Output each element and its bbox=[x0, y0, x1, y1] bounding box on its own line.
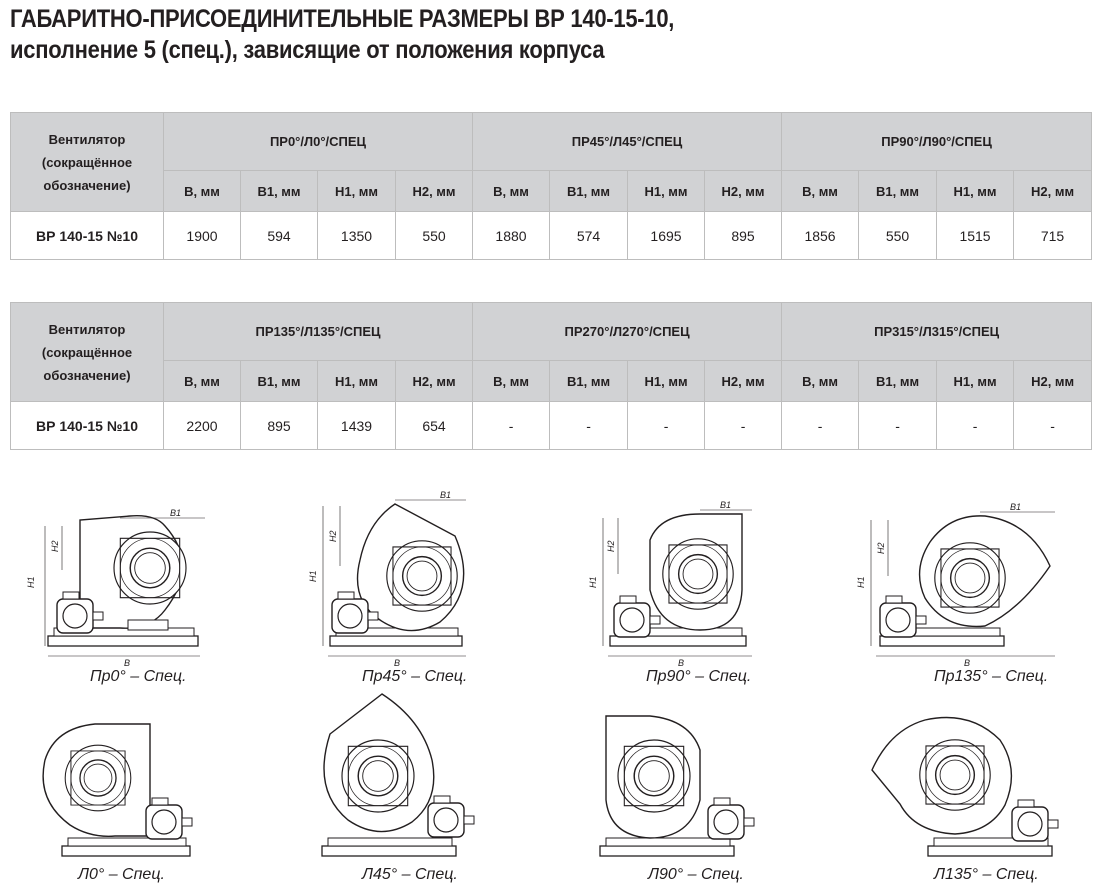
subheader-b: В, мм bbox=[473, 171, 550, 212]
drawing-l90 bbox=[600, 716, 754, 856]
dim-label-b1: B1 bbox=[1010, 502, 1022, 512]
group-header: ПР90°/Л90°/СПЕЦ bbox=[782, 113, 1092, 171]
subheader-h2: Н2, мм bbox=[1014, 361, 1092, 402]
value-cell: - bbox=[782, 402, 859, 450]
dim-label-h2: H2 bbox=[876, 542, 886, 554]
dim-label-h1: H1 bbox=[856, 576, 866, 588]
group-header: ПР0°/Л0°/СПЕЦ bbox=[164, 113, 473, 171]
subheader-h1: Н1, мм bbox=[628, 171, 705, 212]
group-header: ПР270°/Л270°/СПЕЦ bbox=[473, 303, 782, 361]
value-cell: 895 bbox=[241, 402, 318, 450]
drawing-l135 bbox=[872, 718, 1058, 857]
subheader-b: В, мм bbox=[164, 171, 241, 212]
fan-header-line: Вентилятор bbox=[48, 131, 126, 147]
dimensions-table-1 bbox=[10, 112, 1092, 260]
group-header: ПР135°/Л135°/СПЕЦ bbox=[164, 303, 473, 361]
value-cell: 594 bbox=[241, 212, 318, 260]
dim-label-b: B bbox=[678, 658, 685, 668]
dim-label-b1: B1 bbox=[170, 508, 182, 518]
dim-label-b1: B1 bbox=[440, 490, 452, 500]
drawing-pr45 bbox=[308, 490, 466, 668]
value-cell: - bbox=[473, 402, 550, 450]
title-line-1: ГАБАРИТНО-ПРИСОЕДИНИТЕЛЬНЫЕ РАЗМЕРЫ ВР 140-15-10, bbox=[10, 5, 675, 33]
drawing-pr0 bbox=[26, 508, 205, 668]
drawing-caption: Л90° – Спец. bbox=[648, 866, 744, 883]
subheader-b1: В1, мм bbox=[859, 171, 937, 212]
drawing-caption: Л0° – Спец. bbox=[78, 866, 165, 883]
fan-header-line: (сокращённое bbox=[41, 154, 133, 170]
subheader-b1: В1, мм bbox=[550, 361, 628, 402]
value-cell: - bbox=[859, 402, 937, 450]
subheader-b1: В1, мм bbox=[550, 171, 628, 212]
drawing-pr90 bbox=[588, 500, 752, 668]
subheader-b: В, мм bbox=[473, 361, 550, 402]
subheader-h2: Н2, мм bbox=[1014, 171, 1092, 212]
dim-label-h2: H2 bbox=[50, 540, 60, 552]
value-cell: 550 bbox=[859, 212, 937, 260]
dim-label-h2: H2 bbox=[606, 540, 616, 552]
value-cell: - bbox=[705, 402, 782, 450]
subheader-h2: Н2, мм bbox=[396, 171, 473, 212]
value-cell: - bbox=[1014, 402, 1092, 450]
value-cell: 1695 bbox=[628, 212, 705, 260]
drawing-l45 bbox=[322, 694, 474, 856]
value-cell: - bbox=[550, 402, 628, 450]
dim-label-h1: H1 bbox=[26, 576, 36, 588]
value-cell: 1900 bbox=[164, 212, 241, 260]
drawing-caption: Пр45° – Спец. bbox=[362, 668, 468, 685]
drawing-caption: Пр0° – Спец. bbox=[90, 668, 187, 685]
subheader-h1: Н1, мм bbox=[318, 361, 396, 402]
fan-header-line: обозначение) bbox=[43, 177, 131, 193]
dim-label-h1: H1 bbox=[588, 576, 598, 588]
dim-label-b: B bbox=[964, 658, 971, 668]
value-cell: 1515 bbox=[937, 212, 1014, 260]
subheader-h2: Н2, мм bbox=[705, 171, 782, 212]
table-row bbox=[11, 402, 1092, 450]
value-cell: 1880 bbox=[473, 212, 550, 260]
dim-label-h1: H1 bbox=[308, 570, 318, 582]
group-header: ПР315°/Л315°/СПЕЦ bbox=[782, 303, 1092, 361]
title-line-2: исполнение 5 (спец.), зависящие от положения корпуса bbox=[10, 36, 605, 64]
group-header: ПР45°/Л45°/СПЕЦ bbox=[473, 113, 782, 171]
page-title bbox=[10, 4, 674, 66]
fan-name-cell: ВР 140-15 №10 bbox=[11, 212, 164, 260]
subheader-h1: Н1, мм bbox=[318, 171, 396, 212]
fan-column-header bbox=[11, 113, 164, 212]
subheader-h2: Н2, мм bbox=[705, 361, 782, 402]
fan-column-header bbox=[11, 303, 164, 402]
subheader-b1: В1, мм bbox=[241, 361, 318, 402]
subheader-h1: Н1, мм bbox=[628, 361, 705, 402]
drawing-pr135 bbox=[856, 502, 1055, 668]
subheader-h1: Н1, мм bbox=[937, 361, 1014, 402]
fan-header-line: обозначение) bbox=[43, 367, 131, 383]
table-row bbox=[11, 212, 1092, 260]
subheader-b: В, мм bbox=[782, 171, 859, 212]
value-cell: 1350 bbox=[318, 212, 396, 260]
subheader-h1: Н1, мм bbox=[937, 171, 1014, 212]
value-cell: 1856 bbox=[782, 212, 859, 260]
drawing-caption: Пр90° – Спец. bbox=[646, 668, 752, 685]
fan-name-cell: ВР 140-15 №10 bbox=[11, 402, 164, 450]
subheader-b1: В1, мм bbox=[859, 361, 937, 402]
drawing-caption: Л135° – Спец. bbox=[934, 866, 1039, 883]
value-cell: 2200 bbox=[164, 402, 241, 450]
subheader-b: В, мм bbox=[164, 361, 241, 402]
value-cell: - bbox=[628, 402, 705, 450]
subheader-h2: Н2, мм bbox=[396, 361, 473, 402]
value-cell: 895 bbox=[705, 212, 782, 260]
dim-label-h2: H2 bbox=[328, 530, 338, 542]
value-cell: 715 bbox=[1014, 212, 1092, 260]
value-cell: 550 bbox=[396, 212, 473, 260]
fan-header-line: (сокращённое bbox=[41, 344, 133, 360]
dim-label-b: B bbox=[394, 658, 401, 668]
drawing-caption: Л45° – Спец. bbox=[362, 866, 458, 883]
value-cell: - bbox=[937, 402, 1014, 450]
value-cell: 654 bbox=[396, 402, 473, 450]
subheader-b: В, мм bbox=[782, 361, 859, 402]
dimensions-table-2 bbox=[10, 302, 1092, 450]
drawing-l0 bbox=[43, 724, 192, 856]
value-cell: 1439 bbox=[318, 402, 396, 450]
value-cell: 574 bbox=[550, 212, 628, 260]
dim-label-b: B bbox=[124, 658, 131, 668]
dim-label-b1: B1 bbox=[720, 500, 732, 510]
fan-header-line: Вентилятор bbox=[48, 321, 126, 337]
drawing-caption: Пр135° – Спец. bbox=[934, 668, 1049, 685]
subheader-b1: В1, мм bbox=[241, 171, 318, 212]
